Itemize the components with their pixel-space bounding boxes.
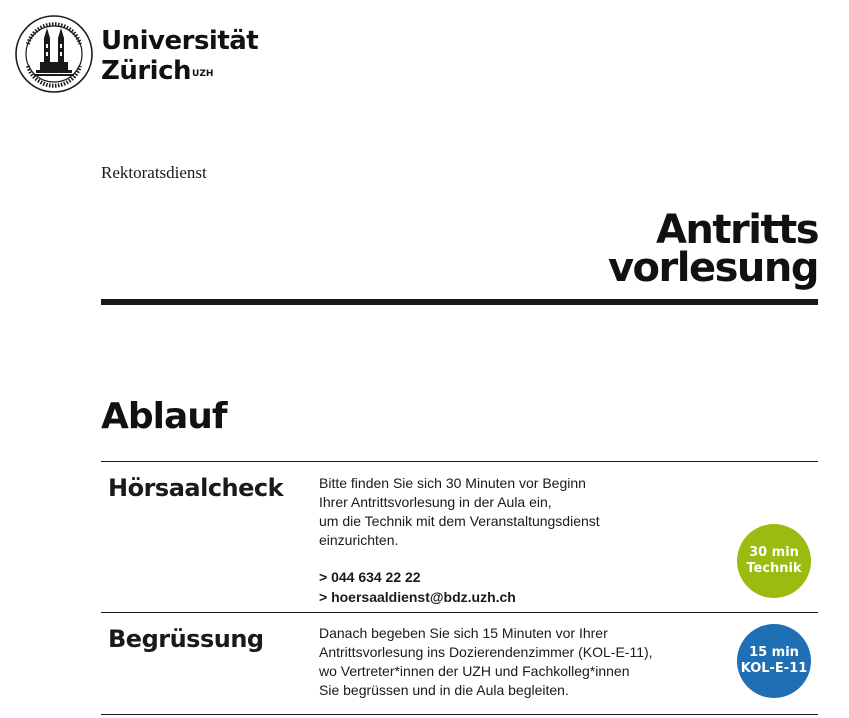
time-badge-technik <box>737 524 811 598</box>
text-line: Danach begeben Sie sich 15 Minuten vor Ihrer <box>319 625 608 641</box>
text-line: wo Vertreter*innen der UZH und Fachkolleg*innen <box>319 663 630 679</box>
university-superscript: UZH <box>192 69 214 79</box>
email-link[interactable]: > hoersaaldienst@bdz.uzh.ch <box>319 589 516 605</box>
badge-line-2: KOL-E-11 <box>740 661 808 676</box>
text-line: Bitte finden Sie sich 30 Minuten vor Beginn <box>319 475 586 491</box>
badge-line-1: 30 min <box>749 545 799 560</box>
badge-line-1: 15 min <box>749 645 799 660</box>
table-divider-top <box>101 461 818 462</box>
document-title <box>607 207 818 291</box>
department-name: Rektoratsdienst <box>101 163 207 182</box>
phone-link[interactable]: > 044 634 22 22 <box>319 569 421 585</box>
text-line: Antrittsvorlesung ins Dozierendenzimmer (KOL-E-11), <box>319 644 653 660</box>
uzh-seal-icon <box>14 14 94 94</box>
contact-block <box>319 567 516 607</box>
text-line: um die Technik mit dem Veranstaltungsdienst <box>319 513 600 529</box>
row-text-hoersaalcheck <box>319 474 600 550</box>
badge-line-2: Technik <box>746 561 802 576</box>
table-divider-bottom <box>101 714 818 715</box>
title-line-2: vorlesung <box>607 245 818 291</box>
row-text-begruessung <box>319 624 653 700</box>
university-name <box>101 26 258 86</box>
section-title: Ablauf <box>101 396 227 437</box>
title-divider <box>101 299 818 305</box>
university-line-2: Zürich <box>101 56 192 86</box>
time-badge-room <box>737 624 811 698</box>
row-label-hoersaalcheck: Hörsaalcheck <box>108 474 284 502</box>
title-line-1: Antritts <box>655 207 818 253</box>
table-divider-middle <box>101 612 818 613</box>
row-label-begruessung: Begrüssung <box>108 625 264 653</box>
university-line-1: Universität <box>101 26 259 56</box>
text-line: einzurichten. <box>319 532 399 548</box>
text-line: Ihrer Antrittsvorlesung in der Aula ein, <box>319 494 552 510</box>
text-line: Sie begrüssen und in die Aula begleiten. <box>319 682 569 698</box>
